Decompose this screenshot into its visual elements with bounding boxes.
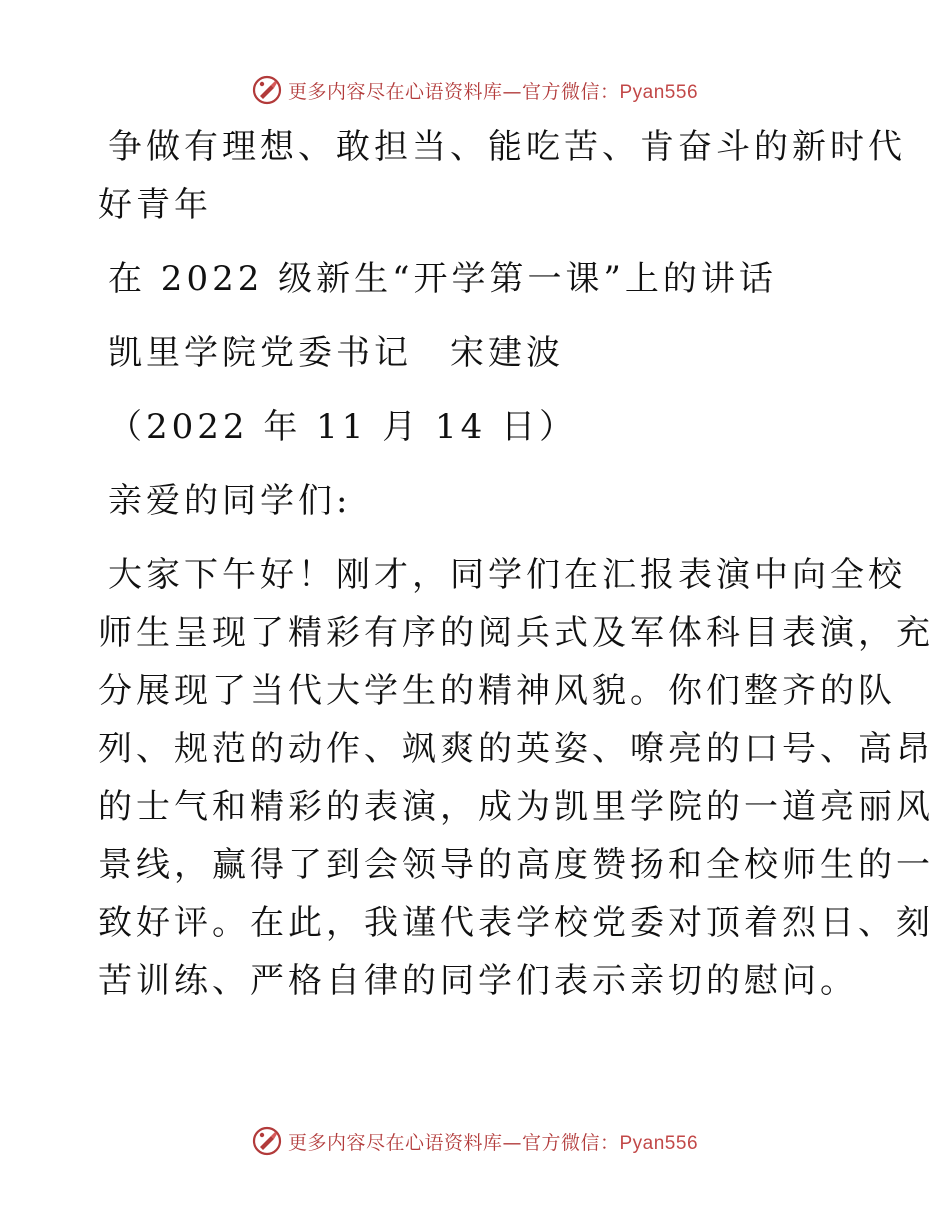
paragraph-line: 大家下午好！刚才，同学们在汇报表演中向全校	[108, 555, 906, 595]
paragraph-line: 苦训练、严格自律的同学们表示亲切的慰问。	[98, 961, 858, 1001]
watermark-text: 更多内容尽在心语资料库—官方微信：Pyan556	[287, 1131, 699, 1154]
pen-logo-icon	[252, 1126, 282, 1156]
author-line: 凯里学院党委书记 宋建波	[108, 333, 564, 373]
watermark-text: 更多内容尽在心语资料库—官方微信：Pyan556	[287, 80, 699, 103]
document-title-line-2: 好青年	[98, 185, 212, 225]
paragraph-line: 分展现了当代大学生的精神风貌。你们整齐的队	[98, 671, 896, 711]
paragraph-line: 师生呈现了精彩有序的阅兵式及军体科目表演，充	[98, 613, 934, 653]
salutation: 亲爱的同学们:	[108, 481, 352, 521]
pen-logo-icon	[252, 75, 282, 105]
paragraph-line: 列、规范的动作、飒爽的英姿、嘹亮的口号、高昂	[98, 729, 934, 769]
document-subtitle: 在 2022 级新生“开学第一课”上的讲话	[108, 259, 777, 299]
paragraph-line: 的士气和精彩的表演，成为凯里学院的一道亮丽风	[98, 787, 934, 827]
watermark-header	[0, 75, 950, 105]
date-line: （2022 年 11 月 14 日）	[108, 407, 578, 447]
watermark-footer	[0, 1126, 950, 1156]
paragraph-line: 景线，赢得了到会领导的高度赞扬和全校师生的一	[98, 845, 934, 885]
document-title-line-1: 争做有理想、敢担当、能吃苦、肯奋斗的新时代	[108, 127, 906, 167]
paragraph-line: 致好评。在此，我谨代表学校党委对顶着烈日、刻	[98, 903, 934, 943]
